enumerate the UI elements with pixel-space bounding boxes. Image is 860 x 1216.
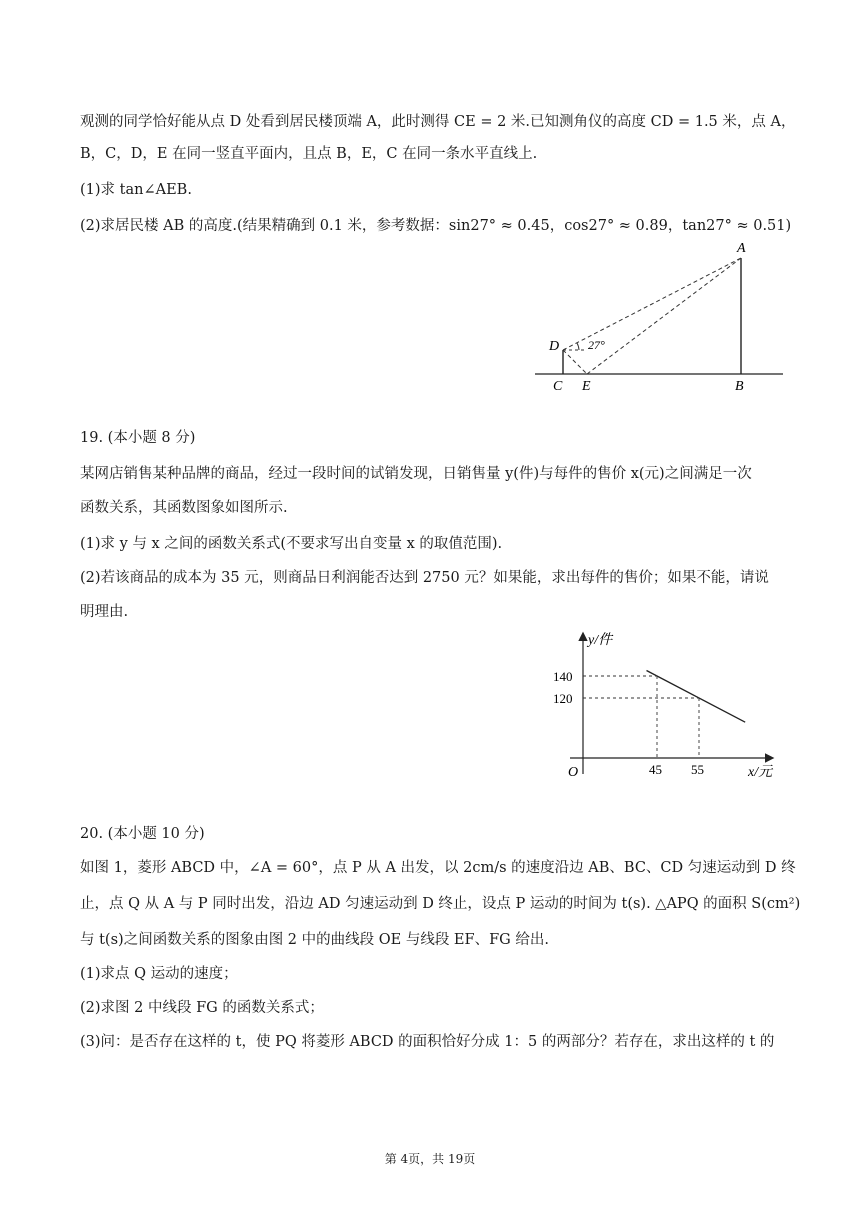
x-tick-label: 45 bbox=[649, 762, 662, 777]
q19-part-2: (2)若该商品的成本为 35 元，则商品日利润能否达到 2750 元？如果能，求出每件的售价；如果不能，请说 bbox=[80, 570, 769, 586]
y-axis-label: y/件 bbox=[588, 633, 613, 648]
q20-part-2: (2)求图 2 中线段 FG 的函数关系式； bbox=[80, 1000, 324, 1016]
segment-da bbox=[563, 258, 741, 350]
q18-line-2: B，C，D，E 在同一竖直平面内，且点 B，E，C 在同一条水平直线上. bbox=[80, 146, 538, 162]
q18-part-1: (1)求 tan∠AEB. bbox=[80, 182, 192, 198]
q19-header: 19. (本小题 8 分) bbox=[80, 430, 196, 446]
point-d-label: D bbox=[549, 339, 560, 354]
q19-line-5: 明理由. bbox=[80, 604, 129, 620]
q18-figure bbox=[525, 240, 790, 395]
q20-line-3: 与 t(s)之间函数关系的图象由图 2 中的曲线段 OE 与线段 EF、FG 给出. bbox=[80, 932, 549, 948]
segment-de bbox=[563, 350, 587, 374]
graph-marks bbox=[553, 669, 745, 777]
segment-ea bbox=[587, 258, 741, 374]
q19-line-1: 某网店销售某种品牌的商品，经过一段时间的试销发现，日销售量 y(件)与每件的售价 x(元)之间满足一次 bbox=[80, 466, 752, 482]
q20-header: 20. (本小题 10 分) bbox=[80, 826, 205, 842]
q19-graph bbox=[540, 628, 790, 788]
q20-line-2: 止，点 Q 从 A 与 P 同时出发，沿边 AD 匀速运动到 D 终止，设点 P 运动的时间为 t(s). △APQ 的面积 S(cm²) bbox=[80, 896, 801, 912]
q19-line-2: 函数关系，其函数图象如图所示. bbox=[80, 500, 288, 516]
x-axis-label: x/元 bbox=[748, 765, 773, 780]
q20-part-1: (1)求点 Q 运动的速度； bbox=[80, 966, 238, 982]
point-e-label: E bbox=[582, 379, 591, 394]
q18-line-1: 观测的同学恰好能从点 D 处看到居民楼顶端 A，此时测得 CE = 2 米.已知测角仪的高度 CD = 1.5 米，点 A， bbox=[80, 114, 796, 130]
angle-arc bbox=[577, 343, 579, 350]
point-b-label: B bbox=[735, 379, 744, 394]
y-tick-label: 120 bbox=[553, 691, 573, 706]
q20-part-3: (3)问：是否存在这样的 t，使 PQ 将菱形 ABCD 的面积恰好分成 1：5 的两部分？若存在，求出这样的 t 的 bbox=[80, 1034, 775, 1050]
origin-label: O bbox=[568, 765, 579, 780]
x-tick-label: 55 bbox=[691, 762, 704, 777]
q19-part-1: (1)求 y 与 x 之间的函数关系式(不要求写出自变量 x 的取值范围). bbox=[80, 536, 503, 552]
y-tick-label: 140 bbox=[553, 669, 573, 684]
point-c-label: C bbox=[553, 379, 563, 394]
point-a-label: A bbox=[737, 241, 746, 256]
angle-label: 27° bbox=[588, 338, 605, 352]
q18-part-2: (2)求居民楼 AB 的高度.(结果精确到 0.1 米，参考数据：sin27° ≈ 0.45，cos27° ≈ 0.89，tan27° ≈ 0.51) bbox=[80, 218, 792, 234]
page-footer: 第 4页，共 19页 bbox=[384, 1152, 476, 1166]
function-line bbox=[647, 671, 746, 723]
q20-line-1: 如图 1，菱形 ABCD 中，∠A = 60°，点 P 从 A 出发，以 2cm/s 的速度沿边 AB、BC、CD 匀速运动到 D 终 bbox=[80, 860, 796, 876]
